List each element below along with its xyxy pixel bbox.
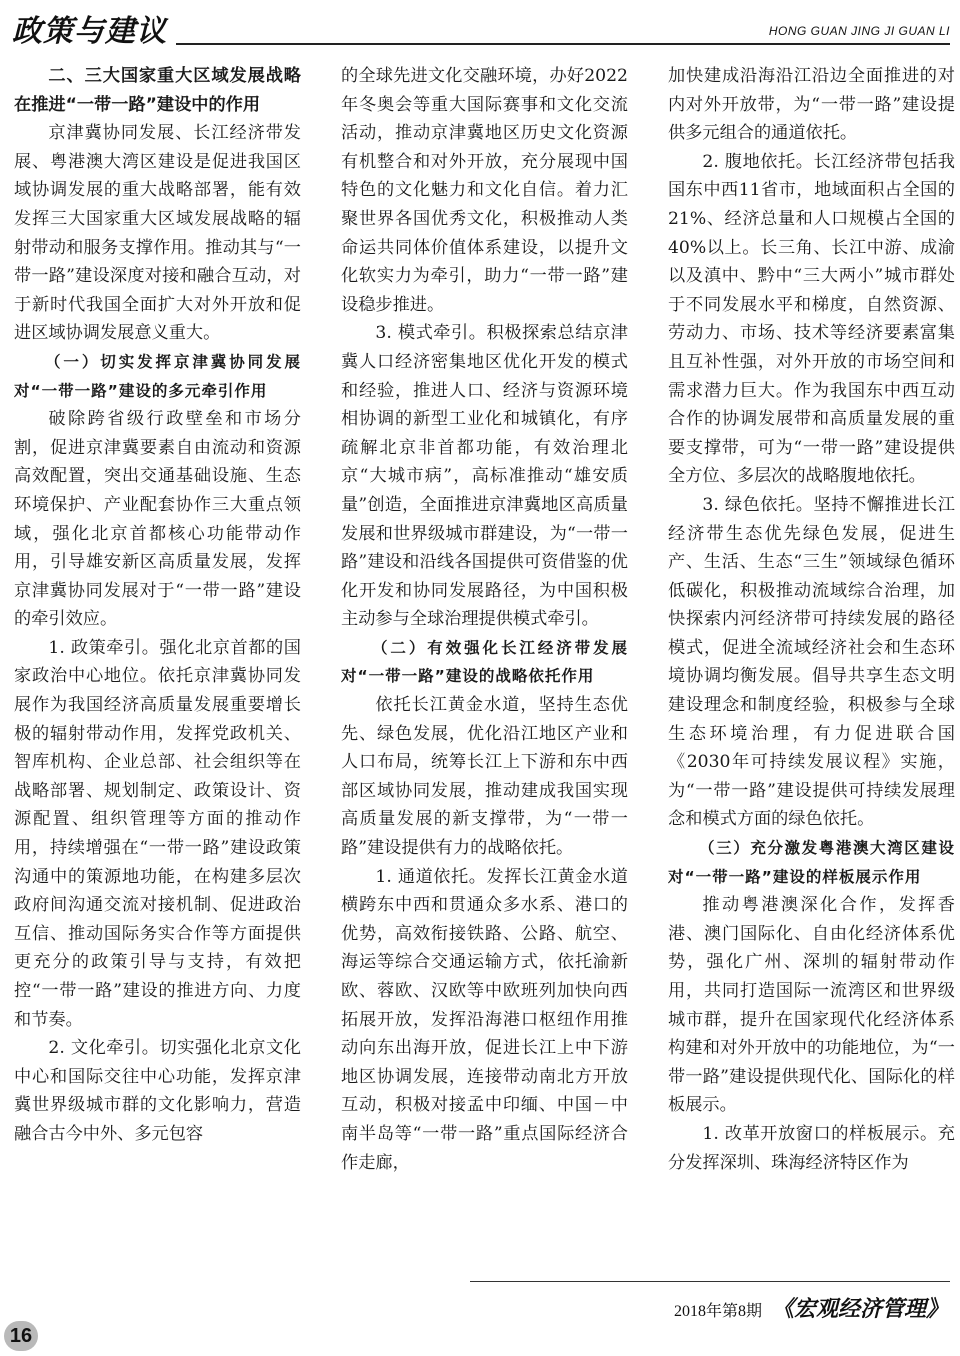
column-1 [14,62,301,1149]
journal-pinyin: HONG GUAN JING JI GUAN LI [768,24,950,38]
subsection-heading: （二）有效强化长江经济带发展对“一带一路”建设的战略依托作用 [341,638,628,686]
section-title: 政策与建议 [12,14,167,49]
paragraph: 推动粤港澳深化合作，发挥香港、澳门国际化、自由化经济体系优势，强化广州、深圳的辐射带动作用，共同打造国际一流湾区和世界级城市群，提升在国家现代化经济体系构建和对外开放中的功能地位，为“一带一路”建设提供现代化、国际化的样板展示。 [668,895,955,1116]
paragraph: 依托长江黄金水道，坚持生态优先、绿色发展，优化沿江地区产业和人口布局，统筹长江上下游和东中西部区域协同发展，推动建成我国实现高质量发展的新支撑带，为“一带一路”建设提供有力的战略依托。 [341,695,628,859]
magazine-title: 《宏观经济管理》 [771,1296,948,1321]
page-header [0,0,960,48]
paragraph: 1. 政策牵引。强化北京首都的国家政治中心地位。依托京津冀协同发展作为我国经济高质量发展重要增长极的辐射带动作用，发挥党政机关、智库机构、企业总部、社会组织等在战略部署、规划制定、政策设计、资源配置、组织管理等方面的推动作用，持续增强在“一带一路”建设政策沟通中的策源地功能，在构建多层次政府间沟通交流对接机制、促进政治互信、推动国际务实合作等方面提供更充分的政策引导与支持，有效把控“一带一路”建设的推进方向、力度和节奏。 [14,637,301,1030]
paragraph: 加快建成沿海沿江沿边全面推进的对内对外开放带，为“一带一路”建设提供多元组合的通道依托。 [668,66,955,144]
paragraph: 1. 改革开放窗口的样板展示。充分发挥深圳、珠海经济特区作为 [668,1123,955,1173]
page-footer [674,1292,948,1323]
paragraph: 2. 腹地依托。长江经济带包括我国东中西11省市，地域面积占全国的21%、经济总量和人口规模占全国的40%以上。长三角、长江中游、成渝以及滇中、黔中“三大两小”城市群处于不同发展水平和梯度，自然资源、劳动力、市场、技术等经济要素富集且互补性强，对外开放的市场空间和需求潜力巨大。作为我国东中西互动合作的协调发展带和高质量发展的重要支撑带，可为“一带一路”建设提供全方位、多层次的战略腹地依托。 [668,151,955,487]
subsection-heading: （一）切实发挥京津冀协同发展对“一带一路”建设的多元牵引作用 [14,352,301,400]
column-2 [341,62,628,1177]
paragraph: 破除跨省级行政壁垒和市场分割，促进京津冀要素自由流动和资源高效配置，突出交通基础设施、生态环境保护、产业配套协作三大重点领域，强化北京首都核心功能带动作用，引导雄安新区高质量发展，发挥京津冀协同发展对于“一带一路”建设的牵引效应。 [14,409,301,630]
paragraph: 3. 绿色依托。坚持不懈推进长江经济带生态优先绿色发展，促进生产、生活、生态“三生”领域绿色循环低碳化，积极推动流域综合治理，加快探索内河经济带可持续发展的路径模式，促进全流域经济社会和生态环境协调均衡发展。倡导共享生态文明建设理念和制度经验，积极参与全球生态环境治理，有力促进联合国《2030年可持续发展议程》实施，为“一带一路”建设提供可持续发展理念和模式方面的绿色依托。 [668,494,955,830]
paragraph: 3. 模式牵引。积极探索总结京津冀人口经济密集地区优化开发的模式和经验，推进人口、经济与资源环境相协调的新型工业化和城镇化，有序疏解北京非首都功能，有效治理北京“大城市病”，高标准推动“雄安质量”创造，全面推进京津冀地区高质量发展和世界级城市群建设，为“一带一路”建设和沿线各国提供可资借鉴的优化开发和协同发展路径，为中国积极主动参与全球治理提供模式牵引。 [341,323,628,630]
subsection-heading: （三）充分激发粤港澳大湾区建设对“一带一路”建设的样板展示作用 [668,839,955,886]
paragraph: 的全球先进文化交融环境，办好2022年冬奥会等重大国际赛事和文化交流活动，推动京津冀地区历史文化资源有机整合和对外开放，充分展现中国特色的文化魅力和文化自信。着力汇聚世界各国优秀文化，积极推动人类命运共同体价值体系建设，以提升文化软实力为牵引，助力“一带一路”建设稳步推进。 [341,66,628,315]
footer-rule [470,1281,950,1282]
page-number: 16 [4,1321,38,1351]
issue-label: 2018年第8期 [673,1303,762,1320]
paragraph: 京津冀协同发展、长江经济带发展、粤港澳大湾区建设是促进我国区域协调发展的重大战略部署，能有效发挥三大国家重大区域发展战略的辐射带动和服务支撑作用。推动其与“一带一路”建设深度对接和融合互动，对于新时代我国全面扩大对外开放和促进区域协调发展意义重大。 [14,123,301,344]
section-heading: 二、三大国家重大区域发展战略在推进“一带一路”建设中的作用 [14,66,301,115]
column-3 [668,62,955,1177]
header-rule [176,43,950,45]
paragraph: 2. 文化牵引。切实强化北京文化中心和国际交往中心功能，发挥京津冀世界级城市群的文化影响力，营造融合古今中外、多元包容 [14,1038,301,1144]
paragraph: 1. 通道依托。发挥长江黄金水道横跨东中西和贯通众多水系、港口的优势，高效衔接铁路、公路、航空、海运等综合交通运输方式，依托渝新欧、蓉欧、汉欧等中欧班列加快向西拓展开放，发挥沿海港口枢纽作用推动向东出海开放，促进长江上中下游地区协调发展，连接带动南北方开放互动，积极对接孟中印缅、中国－中南半岛等“一带一路”重点国际经济合作走廊， [341,866,628,1173]
